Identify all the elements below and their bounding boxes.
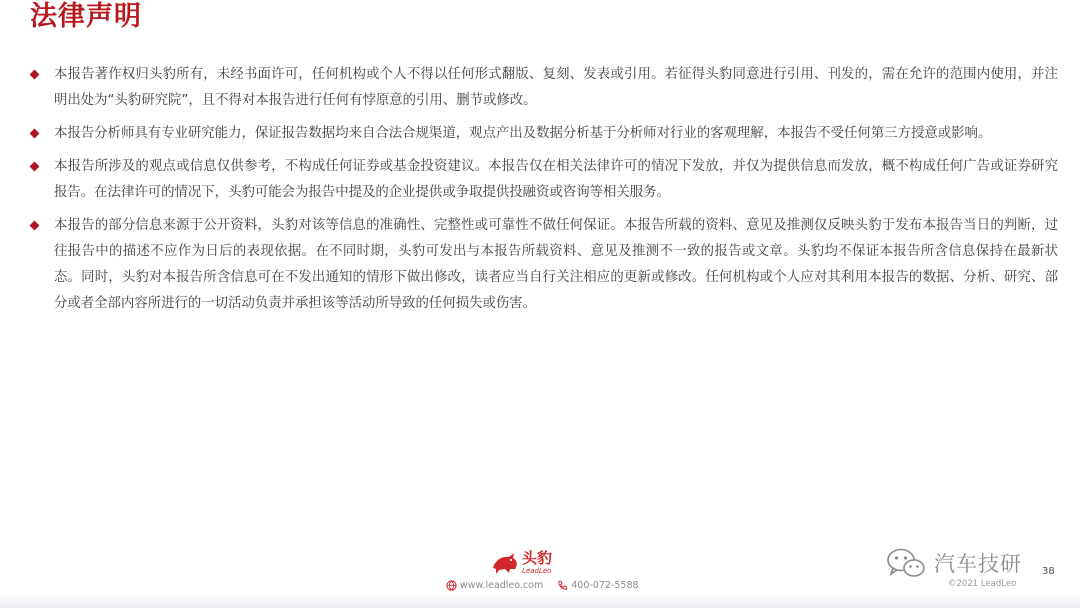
diamond-bullet-icon [30, 129, 40, 139]
brand-name-cn: 头豹 [522, 549, 553, 567]
diamond-bullet-icon [30, 70, 40, 80]
diamond-bullet-icon [30, 162, 40, 172]
page-title: 法律声明 [30, 1, 142, 32]
list-item [28, 213, 1058, 317]
phone-number: 400-072-5588 [571, 580, 639, 591]
statement-text: 本报告所涉及的观点或信息仅供参考，不构成任何证券或基金投资建议。本报告仅在相关法律许可的情况下发放，并仅为提供信息而发放，概不构成任何广告或证券研究报告。在法律许可的情况下，头豹可能会为报告中提及的企业提供或争取提供投融资或咨询等相关服务。 [54, 159, 1058, 200]
phone-icon [557, 580, 568, 591]
bottom-band [0, 594, 1080, 608]
statement-text: 本报告分析师具有专业研究能力，保证报告数据均来自合法合规渠道，观点产出及数据分析基于分析师对行业的客观理解，本报告不受任何第三方授意或影响。 [54, 126, 992, 141]
globe-icon [446, 580, 457, 591]
wechat-watermark [884, 545, 1022, 581]
website-link[interactable]: www.leadleo.com [460, 580, 544, 591]
footer-contact [446, 580, 639, 591]
brand-name-en: LeadLeo [522, 567, 552, 575]
diamond-bullet-icon [30, 221, 40, 231]
list-item [28, 154, 1058, 206]
statement-list [28, 62, 1058, 324]
brand-logo [490, 548, 552, 578]
list-item [28, 121, 1058, 147]
watermark-text: 汽车技研 [934, 552, 1022, 576]
leopard-logo-icon [490, 548, 520, 578]
page-number: 38 [1042, 566, 1055, 577]
copyright: ©2021 LeadLeo [948, 579, 1017, 589]
statement-text: 本报告的部分信息来源于公开资料，头豹对该等信息的准确性、完整性或可靠性不做任何保证。本报告所载的资料、意见及推测仅反映头豹于发布本报告当日的判断，过往报告中的描述不应作为日后的表现依据。在不同时期，头豹可发出与本报告所载资料、意见及推测不一致的报告或文章。头豹均不保证本报告所含信息保持在最新状态。同时，头豹对本报告所含信息可在不发出通知的情形下做出修改，读者应当自行关注相应的更新或修改。任何机构或个人应对其利用本报告的数据、分析、研究、部分或者全部内容所进行的一切活动负责并承担该等活动所导致的任何损失或伤害。 [54, 218, 1058, 311]
wechat-icon [884, 545, 928, 581]
list-item [28, 62, 1058, 114]
statement-text: 本报告著作权归头豹所有，未经书面许可，任何机构或个人不得以任何形式翻版、复刻、发表或引用。若征得头豹同意进行引用、刊发的，需在允许的范围内使用，并注明出处为“头豹研究院”，且不得对本报告进行任何有悖原意的引用、删节或修改。 [54, 67, 1058, 108]
